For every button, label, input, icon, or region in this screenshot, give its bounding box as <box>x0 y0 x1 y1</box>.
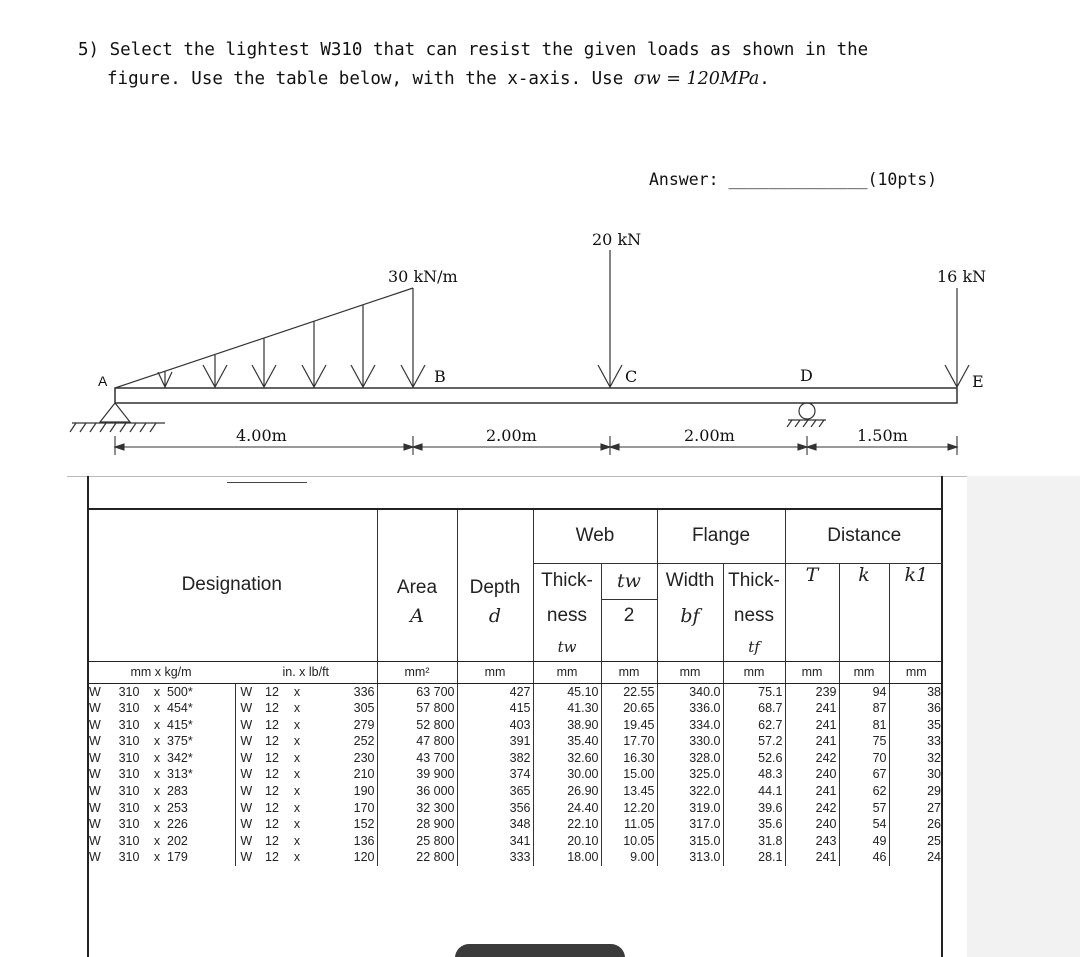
table-cell: 32.60 <box>533 750 601 767</box>
header-distance: Distance <box>785 509 943 563</box>
table-cell: 382 <box>457 750 533 767</box>
table-cell: 35.40 <box>533 733 601 750</box>
pin-support-a <box>70 403 165 432</box>
table-cell: 20.65 <box>601 700 657 717</box>
table-cell: x <box>293 750 301 765</box>
table-cell: 241 <box>785 849 839 866</box>
table-cell: 27 <box>889 800 943 817</box>
unit-us-designation: in. x lb/ft <box>235 661 377 683</box>
table-cell: 12 <box>265 734 279 749</box>
header-T: T <box>785 563 839 633</box>
table-cell: 63 700 <box>377 683 457 700</box>
table-cell: 15.00 <box>601 766 657 783</box>
table-row <box>87 849 943 866</box>
table-row <box>87 717 943 734</box>
table-cell: 75 <box>839 733 889 750</box>
point-load-e-arrow <box>945 288 969 387</box>
table-cell: 179 <box>167 850 188 865</box>
header-web: Web <box>533 509 657 563</box>
table-cell: 310 <box>118 767 140 782</box>
table-cell: 32 300 <box>377 800 457 817</box>
table-cell: 240 <box>785 816 839 833</box>
table-cell: 33 <box>889 733 943 750</box>
table-cell: 341 <box>457 833 533 850</box>
table-cell: 310 <box>118 717 140 732</box>
point-load-c-label: 20 kN <box>592 230 642 249</box>
header-flange-ness: ness <box>723 599 785 633</box>
table-cell: 48.3 <box>723 766 785 783</box>
table-cell: W <box>89 800 101 815</box>
table-cell: 241 <box>785 700 839 717</box>
span-bc-label: 2.00m <box>486 426 537 445</box>
table-cell: 49 <box>839 833 889 850</box>
table-cell: 310 <box>118 784 140 799</box>
table-row <box>87 733 943 750</box>
table-cell: 310 <box>118 734 140 749</box>
table-cell: 315.0 <box>657 833 723 850</box>
header-flange-width: Width <box>657 563 723 599</box>
table-photo <box>67 476 1080 957</box>
table-cell: 241 <box>785 733 839 750</box>
table-cell: W <box>235 683 257 700</box>
header-tw: tw <box>533 633 601 661</box>
unit-tw-half: mm <box>601 661 657 683</box>
table-cell: x <box>293 767 301 782</box>
table-cell: 375* <box>167 734 193 749</box>
table-cell: 230 <box>353 750 375 765</box>
table-cell: 226 <box>167 817 188 832</box>
table-cell: W <box>89 784 101 799</box>
table-cell: 75.1 <box>723 683 785 700</box>
table-cell: 239 <box>785 683 839 700</box>
table-cell: 57 <box>839 800 889 817</box>
table-cell: 35 <box>889 717 943 734</box>
table-row <box>87 800 943 817</box>
table-cell: 62 <box>839 783 889 800</box>
header-area-sym: A <box>377 599 457 633</box>
answer-label: Answer: <box>649 170 719 189</box>
table-cell: W <box>89 684 101 699</box>
point-label-e: E <box>972 372 984 391</box>
table-cell: W <box>235 750 257 767</box>
table-cell: W <box>235 733 257 750</box>
w-shapes-table <box>87 508 943 866</box>
table-row <box>87 816 943 833</box>
beam-member <box>115 388 957 403</box>
header-flange-thick: Thick- <box>723 563 785 599</box>
answer-blank[interactable]: ______________ <box>728 170 868 189</box>
table-cell: 415 <box>457 700 533 717</box>
table-cell: 87 <box>839 700 889 717</box>
header-tw-half-den: 2 <box>601 599 657 633</box>
table-cell: W <box>89 701 101 716</box>
table-cell: 310 <box>118 850 140 865</box>
point-label-b: B <box>434 367 446 386</box>
table-cell: 313* <box>167 767 193 782</box>
overlay-pill <box>455 944 625 957</box>
table-cell: 22.55 <box>601 683 657 700</box>
unit-si-designation: mm x kg/m <box>87 661 235 683</box>
unit-T: mm <box>785 661 839 683</box>
table-cell: 12 <box>265 833 279 848</box>
table-cell: x <box>153 767 161 782</box>
table-cell: 25 800 <box>377 833 457 850</box>
table-cell: 26.90 <box>533 783 601 800</box>
header-depth: Depth <box>457 509 533 599</box>
table-cell: 36 000 <box>377 783 457 800</box>
span-ab-label: 4.00m <box>236 426 287 445</box>
table-cell: 454* <box>167 701 193 716</box>
table-cell: 19.45 <box>601 717 657 734</box>
table-cell: x <box>153 684 161 699</box>
table-cell: x <box>293 800 301 815</box>
unit-area: mm² <box>377 661 457 683</box>
table-cell: 190 <box>353 784 375 799</box>
table-cell: 22.10 <box>533 816 601 833</box>
table-cell: 241 <box>785 717 839 734</box>
table-cell: 57.2 <box>723 733 785 750</box>
point-label-a: A <box>98 373 108 389</box>
allowable-stress-expression: σw = 120MPa <box>633 69 760 89</box>
point-label-d: D <box>800 366 813 385</box>
table-cell: 38.90 <box>533 717 601 734</box>
table-cell: W <box>235 816 257 833</box>
stray-dimension-mark <box>227 482 307 483</box>
table-cell: x <box>293 734 301 749</box>
table-cell: 120 <box>353 850 375 865</box>
table-cell: 30 <box>889 766 943 783</box>
table-cell: 348 <box>457 816 533 833</box>
table-cell: 340.0 <box>657 683 723 700</box>
table-cell: 12.20 <box>601 800 657 817</box>
table-cell: x <box>153 833 161 848</box>
table-cell: 313.0 <box>657 849 723 866</box>
table-cell: 62.7 <box>723 717 785 734</box>
table-cell: 336 <box>353 684 375 699</box>
table-cell: 24 <box>889 849 943 866</box>
table-cell: 403 <box>457 717 533 734</box>
table-cell: 38 <box>889 683 943 700</box>
problem-line-2 <box>107 69 770 89</box>
table-cell: 70 <box>839 750 889 767</box>
table-cell: W <box>89 717 101 732</box>
table-cell: 31.8 <box>723 833 785 850</box>
table-cell: x <box>293 833 301 848</box>
table-cell: 305 <box>353 701 375 716</box>
table-cell: x <box>153 850 161 865</box>
table-cell: 67 <box>839 766 889 783</box>
table-cell: 279 <box>353 717 375 732</box>
table-cell: 342* <box>167 750 193 765</box>
problem-line-1: 5) Select the lightest W310 that can resist the given loads as shown in the <box>78 40 869 60</box>
table-cell: x <box>293 817 301 832</box>
table-cell: 12 <box>265 717 279 732</box>
unit-depth: mm <box>457 661 533 683</box>
table-row <box>87 700 943 717</box>
table-cell: 20.10 <box>533 833 601 850</box>
table-cell: 36 <box>889 700 943 717</box>
table-cell: 47 800 <box>377 733 457 750</box>
table-cell: 252 <box>353 734 375 749</box>
header-k1: k1 <box>889 563 943 633</box>
table-cell: 12 <box>265 784 279 799</box>
table-cell: 241 <box>785 783 839 800</box>
units-row <box>87 661 943 683</box>
table-cell: W <box>235 849 257 866</box>
section-table <box>87 476 943 957</box>
table-cell: 334.0 <box>657 717 723 734</box>
table-cell: x <box>153 750 161 765</box>
distributed-load <box>115 288 425 388</box>
table-cell: 46 <box>839 849 889 866</box>
table-cell: x <box>293 850 301 865</box>
unit-k: mm <box>839 661 889 683</box>
table-cell: 333 <box>457 849 533 866</box>
table-cell: 356 <box>457 800 533 817</box>
table-cell: x <box>293 717 301 732</box>
table-cell: 210 <box>353 767 375 782</box>
table-cell: 328.0 <box>657 750 723 767</box>
table-cell: 242 <box>785 750 839 767</box>
table-cell: x <box>153 717 161 732</box>
table-cell: x <box>293 701 301 716</box>
table-cell: 41.30 <box>533 700 601 717</box>
header-depth-sym: d <box>457 599 533 633</box>
table-cell: 68.7 <box>723 700 785 717</box>
table-cell: 44.1 <box>723 783 785 800</box>
header-web-ness: ness <box>533 599 601 633</box>
table-row <box>87 683 943 700</box>
header-designation: Designation <box>181 574 282 596</box>
table-cell: x <box>153 817 161 832</box>
table-row <box>87 783 943 800</box>
table-cell: W <box>235 833 257 850</box>
table-cell: x <box>153 734 161 749</box>
table-cell: 28.1 <box>723 849 785 866</box>
table-cell: 136 <box>353 833 375 848</box>
table-cell: W <box>235 700 257 717</box>
unit-tw: mm <box>533 661 601 683</box>
table-cell: 10.05 <box>601 833 657 850</box>
table-cell: 43 700 <box>377 750 457 767</box>
table-cell: 12 <box>265 750 279 765</box>
answer-line <box>649 170 937 189</box>
table-cell: 310 <box>118 833 140 848</box>
table-cell: 29 <box>889 783 943 800</box>
span-cd-label: 2.00m <box>684 426 735 445</box>
table-cell: 18.00 <box>533 849 601 866</box>
table-cell: W <box>89 833 101 848</box>
table-body <box>87 683 943 866</box>
table-cell: 13.45 <box>601 783 657 800</box>
table-cell: 330.0 <box>657 733 723 750</box>
table-cell: 54 <box>839 816 889 833</box>
table-cell: x <box>293 684 301 699</box>
table-cell: W <box>235 800 257 817</box>
table-cell: 310 <box>118 701 140 716</box>
table-cell: 12 <box>265 817 279 832</box>
table-cell: 310 <box>118 684 140 699</box>
table-cell: 94 <box>839 683 889 700</box>
header-web-thick: Thick- <box>533 563 601 599</box>
point-load-e-label: 16 kN <box>937 267 987 286</box>
photo-margin <box>967 476 1080 957</box>
table-cell: 310 <box>118 750 140 765</box>
unit-tf: mm <box>723 661 785 683</box>
table-cell: 12 <box>265 701 279 716</box>
table-cell: 427 <box>457 683 533 700</box>
table-cell: 283 <box>167 784 188 799</box>
table-cell: 52 800 <box>377 717 457 734</box>
roller-support-d <box>787 403 826 427</box>
table-cell: 317.0 <box>657 816 723 833</box>
table-cell: 391 <box>457 733 533 750</box>
distributed-load-label: 30 kN/m <box>388 267 458 286</box>
header-bf: bf <box>657 599 723 633</box>
table-cell: 12 <box>265 850 279 865</box>
header-area: Area <box>377 509 457 599</box>
unit-k1: mm <box>889 661 943 683</box>
point-load-c-arrow <box>598 250 622 387</box>
table-cell: 81 <box>839 717 889 734</box>
table-cell: 17.70 <box>601 733 657 750</box>
points-label: (10pts) <box>867 170 938 189</box>
table-cell: W <box>235 766 257 783</box>
table-cell: 170 <box>353 800 375 815</box>
table-cell: 322.0 <box>657 783 723 800</box>
table-cell: W <box>89 817 101 832</box>
table-row <box>87 833 943 850</box>
table-cell: 336.0 <box>657 700 723 717</box>
table-cell: 22 800 <box>377 849 457 866</box>
unit-bf: mm <box>657 661 723 683</box>
table-cell: 319.0 <box>657 800 723 817</box>
table-cell: 500* <box>167 684 193 699</box>
table-cell: 24.40 <box>533 800 601 817</box>
table-cell: 32 <box>889 750 943 767</box>
table-cell: 325.0 <box>657 766 723 783</box>
table-cell: 415* <box>167 717 193 732</box>
table-cell: 310 <box>118 817 140 832</box>
table-cell: W <box>89 750 101 765</box>
span-de-label: 1.50m <box>857 426 908 445</box>
table-cell: x <box>153 800 161 815</box>
table-cell: 52.6 <box>723 750 785 767</box>
table-cell: x <box>153 701 161 716</box>
header-flange: Flange <box>657 509 785 563</box>
table-cell: 12 <box>265 684 279 699</box>
table-cell: 242 <box>785 800 839 817</box>
table-cell: x <box>293 784 301 799</box>
table-cell: 202 <box>167 833 188 848</box>
table-cell: 16.30 <box>601 750 657 767</box>
table-cell: 152 <box>353 817 375 832</box>
table-cell: W <box>89 767 101 782</box>
table-cell: 25 <box>889 833 943 850</box>
header-k: k <box>839 563 889 633</box>
table-cell: 45.10 <box>533 683 601 700</box>
table-cell: 12 <box>265 767 279 782</box>
table-cell: 28 900 <box>377 816 457 833</box>
table-cell: 9.00 <box>601 849 657 866</box>
table-cell: 243 <box>785 833 839 850</box>
table-row <box>87 750 943 767</box>
table-cell: W <box>89 734 101 749</box>
table-cell: W <box>89 850 101 865</box>
table-cell: 26 <box>889 816 943 833</box>
table-cell: 11.05 <box>601 816 657 833</box>
table-cell: 39.6 <box>723 800 785 817</box>
header-tf: tf <box>723 633 785 661</box>
table-cell: x <box>153 784 161 799</box>
table-row <box>87 766 943 783</box>
header-tw-half-num: tw <box>601 563 657 599</box>
table-cell: 30.00 <box>533 766 601 783</box>
beam-diagram <box>0 220 1080 470</box>
table-cell: 310 <box>118 800 140 815</box>
problem-line-2-end: . <box>759 69 770 89</box>
table-cell: 57 800 <box>377 700 457 717</box>
table-cell: 374 <box>457 766 533 783</box>
table-cell: W <box>235 783 257 800</box>
problem-line-2-text: figure. Use the table below, with the x-axis. Use <box>107 69 634 89</box>
table-cell: 240 <box>785 766 839 783</box>
table-cell: 35.6 <box>723 816 785 833</box>
table-cell: 365 <box>457 783 533 800</box>
table-cell: 253 <box>167 800 188 815</box>
table-cell: W <box>235 717 257 734</box>
table-cell: 12 <box>265 800 279 815</box>
table-cell: 39 900 <box>377 766 457 783</box>
point-label-c: C <box>625 367 638 386</box>
